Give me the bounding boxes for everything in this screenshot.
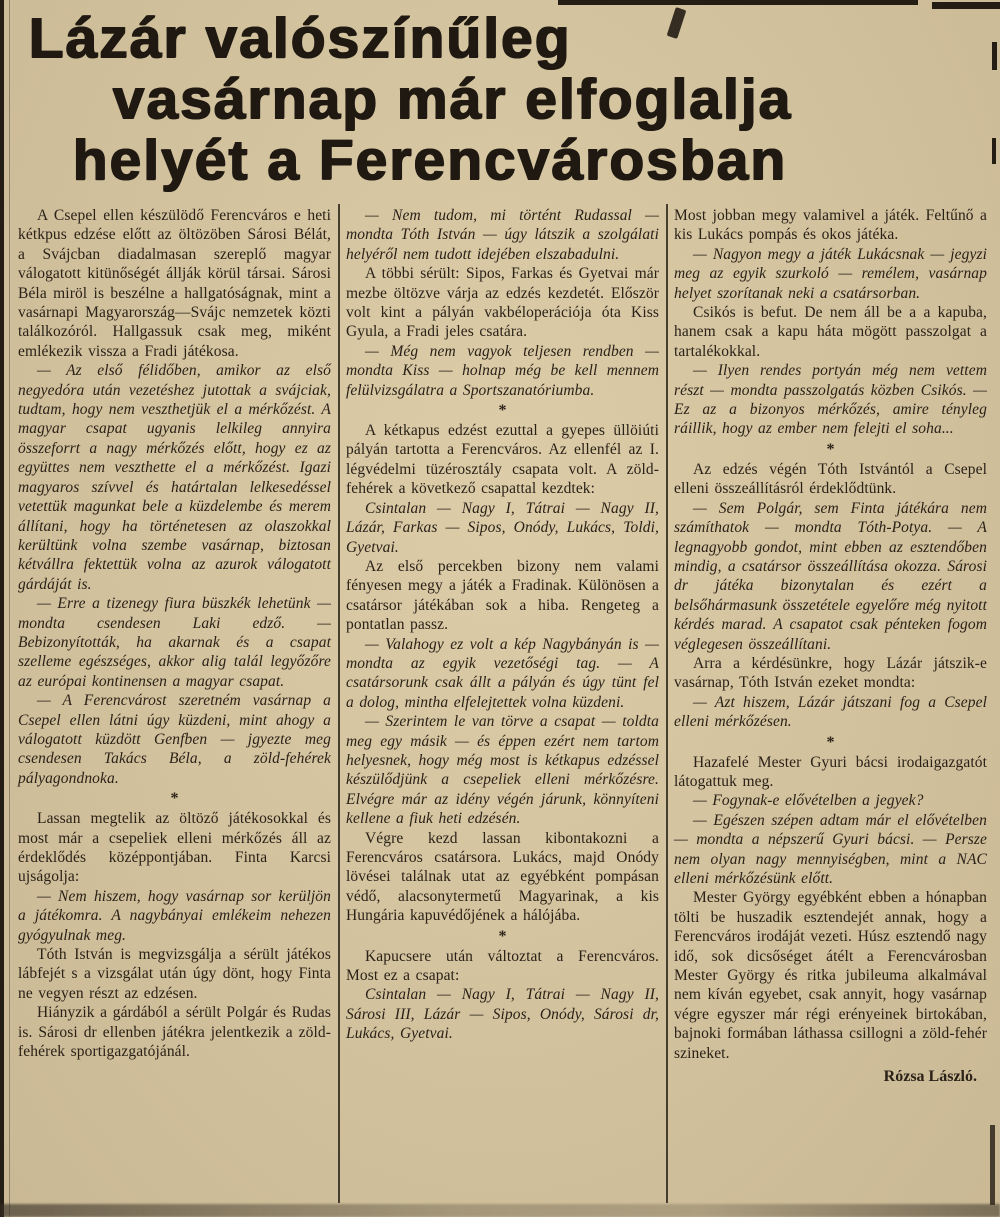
article-paragraph: — A Ferencvárost szeretném vasárnap a Csepel ellen látni úgy küzdeni, mint ahogy a válogatott küzdött Genfben — jgyezte meg csendesen Takács Béla, a zöld-fehérek pályagondnoka. (18, 692, 331, 787)
section-separator: * (498, 927, 507, 945)
article-paragraph: Lassan megtelik az öltöző játékosokkal és most már a csepeliek elleni mérkőzés áll az érdeklődés középpontjában. Finta Karcsi ujságolja: (18, 810, 331, 886)
headline-line-1: Lázár valószínűleg (28, 6, 571, 70)
article-paragraph: Csintalan — Nagy I, Tátrai — Nagy II, Lázár, Farkas — Sipos, Onódy, Lukács, Toldi, Gyetvai. (346, 499, 659, 556)
column-3 (668, 204, 994, 1203)
article-paragraph: Most jobban megy valamivel a játék. Feltűnő a kis Lukács pompás és okos játéka. (674, 207, 987, 244)
article-paragraph: Arra a kérdésünkre, hogy Lázár játszik-e vasárnap, Tóth István ezeket mondta: (674, 654, 987, 692)
article-paragraph: A Csepel ellen készülödő Ferencváros e heti kétkpus edzése előtt az öltözöben Sárosi Bélát, a Svájcban diadalmasan szereplő magyar válogatott kitünőségét állják körül társai. Sárosi Béla miröl is beszélne a hallgatóságnak, mint a vasárnapi Magyarország—Svájc nemzetek közti találkozóról. Hallgassuk csak meg, miként emlékezik vissza a Fradi játékosa. (18, 207, 331, 360)
section-separator: * (826, 733, 835, 751)
section-separator: * (170, 790, 179, 808)
column-1 (12, 204, 338, 1203)
article-paragraph: Hazafelé Mester Gyuri bácsi irodaigazgatót látogattuk meg. (674, 753, 987, 790)
scan-artifact-right-edge-mark (992, 42, 997, 70)
article-paragraph: A kétkapus edzést ezuttal a gyepes üllöiúti pályán tartotta a Ferencváros. Az ellenfél az I. légvédelmi tüzérosztály csapata volt. A zöld-fehérek a következő csapattal kezdtek: (346, 422, 659, 498)
article-paragraph: Tóth István is megvizsgálja a sérült játékos lábfejét s a vizsgálat után úgy dönt, hogy Finta ne vegyen részt az edzésen. (18, 946, 331, 1002)
section-separator: * (826, 440, 835, 458)
article-paragraph: — Az első félidőben, amikor az első negyedóra után vezetéshez jutottak a svájciak, tudtam, hogy nem veszthetjük el a mérkőzést. A magyar csapat ugyanis lelkileg annyira összeforrt a nagy mérkőzés előtt, hogy ez az együttes nem veszthette el a mérkőzést. Igazi magyaros szívvel és határtalan lelkesedéssel vetettük magunkat bele a küzdelembe és merem állítani, hogy ha történetesen az olaszokkal kerültünk volna szembe vasárnap, biztosan kétvállra fektettük volna az azurok válogatott gárdáját is. (18, 362, 331, 593)
article-paragraph: Végre kezd lassan kibontakozni a Ferencváros csatársora. Lukács, majd Onódy lövései találnak utat az egyébként pompásan védő, alacsonytermetű Magyarinak, a kis Hungária kapuvédőjének a hálójába. (346, 829, 659, 925)
article-paragraph: Hiányzik a gárdából a sérült Polgár és Rudas is. Sárosi dr ellenben játékra jelentkezik a zöld-fehérek sportigazgatójánál. (18, 1004, 331, 1061)
headline-line-3: helyét a Ferencvárosban (72, 128, 787, 192)
column-divider (338, 204, 340, 1203)
article-paragraph: Az első percekben bizony nem valami fényesen megy a játék a Fradinak. Különösen a csatársor játékában sok a hiba. Rengeteg a pontatlan passz. (346, 557, 659, 634)
scan-artifact-right-edge-mark (992, 138, 996, 164)
article-paragraph: Az edzés végén Tóth Istvántól a Csepel elleni összeállításról érdeklődtünk. (674, 460, 987, 498)
byline: Rózsa László. (883, 1068, 977, 1086)
scan-artifact-left-edge-line-2 (9, 0, 10, 1217)
scan-artifact-top-bar (558, 0, 918, 5)
article-paragraph: — Egészen szépen adtam már el elővételben — mondta a népszerű Gyuri bácsi. — Persze nem olyan nagy mennyiségben, mint a NAC elleni mérkőzésünk előtt. (674, 811, 987, 887)
article-paragraph: — Nagyon megy a játék Lukácsnak — jegyzi meg az egyik szurkoló — remélem, vasárnap helyet szorítanak neki a csatársorban. (674, 245, 987, 302)
article-paragraph: — Nem hiszem, hogy vasárnap sor kerüljön a játékomra. A nagybányai emlékeim nehezen gyógyulnak meg. (18, 887, 331, 944)
article-body (12, 204, 994, 1203)
article-paragraph: — Szerintem le van törve a csapat — toldta meg egy másik — és éppen ezért nem tartom helyesnek, hogy még most is kétkapus edzéssel készülődjünk a csepeliek elleni mérkőzésre. Elvégre már az idény végén járunk, könnyíteni kellene a fiuk heti edzésén. (346, 713, 659, 828)
column-divider (666, 204, 668, 1203)
headline (0, 0, 1000, 191)
article-paragraph: — Ilyen rendes portyán még nem vettem részt — mondta passzolgatás közben Csikós. — Ez az a bizonyos mérkőzés, amire tényleg ráillik, hogy az ember nem felejti el soha... (674, 362, 987, 438)
scan-artifact-top-bar-right (932, 2, 1000, 9)
article-paragraph: — Fogynak-e elővételben a jegyek? (693, 792, 924, 810)
section-separator: * (498, 402, 507, 420)
scan-artifact-left-edge-line (0, 0, 4, 1217)
article-paragraph: Mester György egyébként ebben a hónapban tölti be huszadik esztendejét annak, hogy a Ferencváros irodáját vezeti. Húsz esztendő nagy idő, sok dicsőséget átélt a Ferencvárosban Mester György és ritka jubileuma alkalmával nem kíván egyebet, csak annyit, hogy vasárnap végre egyszer már régi erényeinek birtokában, bajnoki formában láthassa csillogni a zöld-fehér szineket. (674, 889, 987, 1062)
article-paragraph: — Erre a tizenegy fiura büszkék lehetünk — mondta csendesen Laki edző. — Bebizonyították, ha akarnak és a csapat szelleme egészséges, akkor alig talál legyőzőre az európai kontinensen a magyar csapat. (18, 595, 331, 690)
column-2 (340, 204, 666, 1203)
scan-artifact-bottom-smudge (0, 1204, 1000, 1217)
article-paragraph: — Valahogy ez volt a kép Nagybányán is — mondta az egyik vezetőségi tag. — A csatársorunk csak állt a pályán és úgy tünt fel a dolog, mintha elfelejtettek volna küzdeni. (346, 635, 659, 711)
article-paragraph: — Azt hiszem, Lázár játszani fog a Csepel elleni mérkőzésen. (674, 693, 987, 731)
article-paragraph: Csikós is befut. De nem áll be a a kapuba, hanem csak a kapu háta mögött passzolgat a tartalékokkal. (674, 304, 987, 360)
headline-line-2: vasárnap már elfoglalja (112, 67, 792, 131)
article-paragraph: A többi sérült: Sipos, Farkas és Gyetvai már mezbe öltözve várja az edzés kezdetét. Először volt kint a pályán vakbéloperációja óta Kiss Gyula, a Fradi jeles csatára. (346, 265, 659, 341)
article-paragraph: — Még nem vagyok teljesen rendben — mondta Kiss — holnap még be kell mennem felülvizsgálatra a Sportszanatóriumba. (346, 342, 659, 399)
article-paragraph: Csintalan — Nagy I, Tátrai — Nagy II, Sárosi III, Lázár — Sipos, Onódy, Sárosi dr, Lukács, Gyetvai. (346, 986, 659, 1043)
article-paragraph: — Nem tudom, mi történt Rudassal — mondta Tóth István — úgy látszik a szolgálati helyéről nem tudott idejében elszabadulni. (346, 207, 659, 263)
article-paragraph: Kapucsere után változtat a Ferencváros. Most ez a csapat: (346, 947, 659, 985)
article-paragraph: — Sem Polgár, sem Finta játékára nem számíthatok — mondta Tóth-Potya. — A legnagyobb gondot, mint ebben az esztendőben mindig, a csatársor összeállítása okozza. Sárosi dr játéka bizonytalan és ezért a belsőhármasunk összetétele egyelőre még nyitott kérdés marad. A csapatot csak pénteken fogom véglegesen összeállítani. (674, 499, 987, 653)
